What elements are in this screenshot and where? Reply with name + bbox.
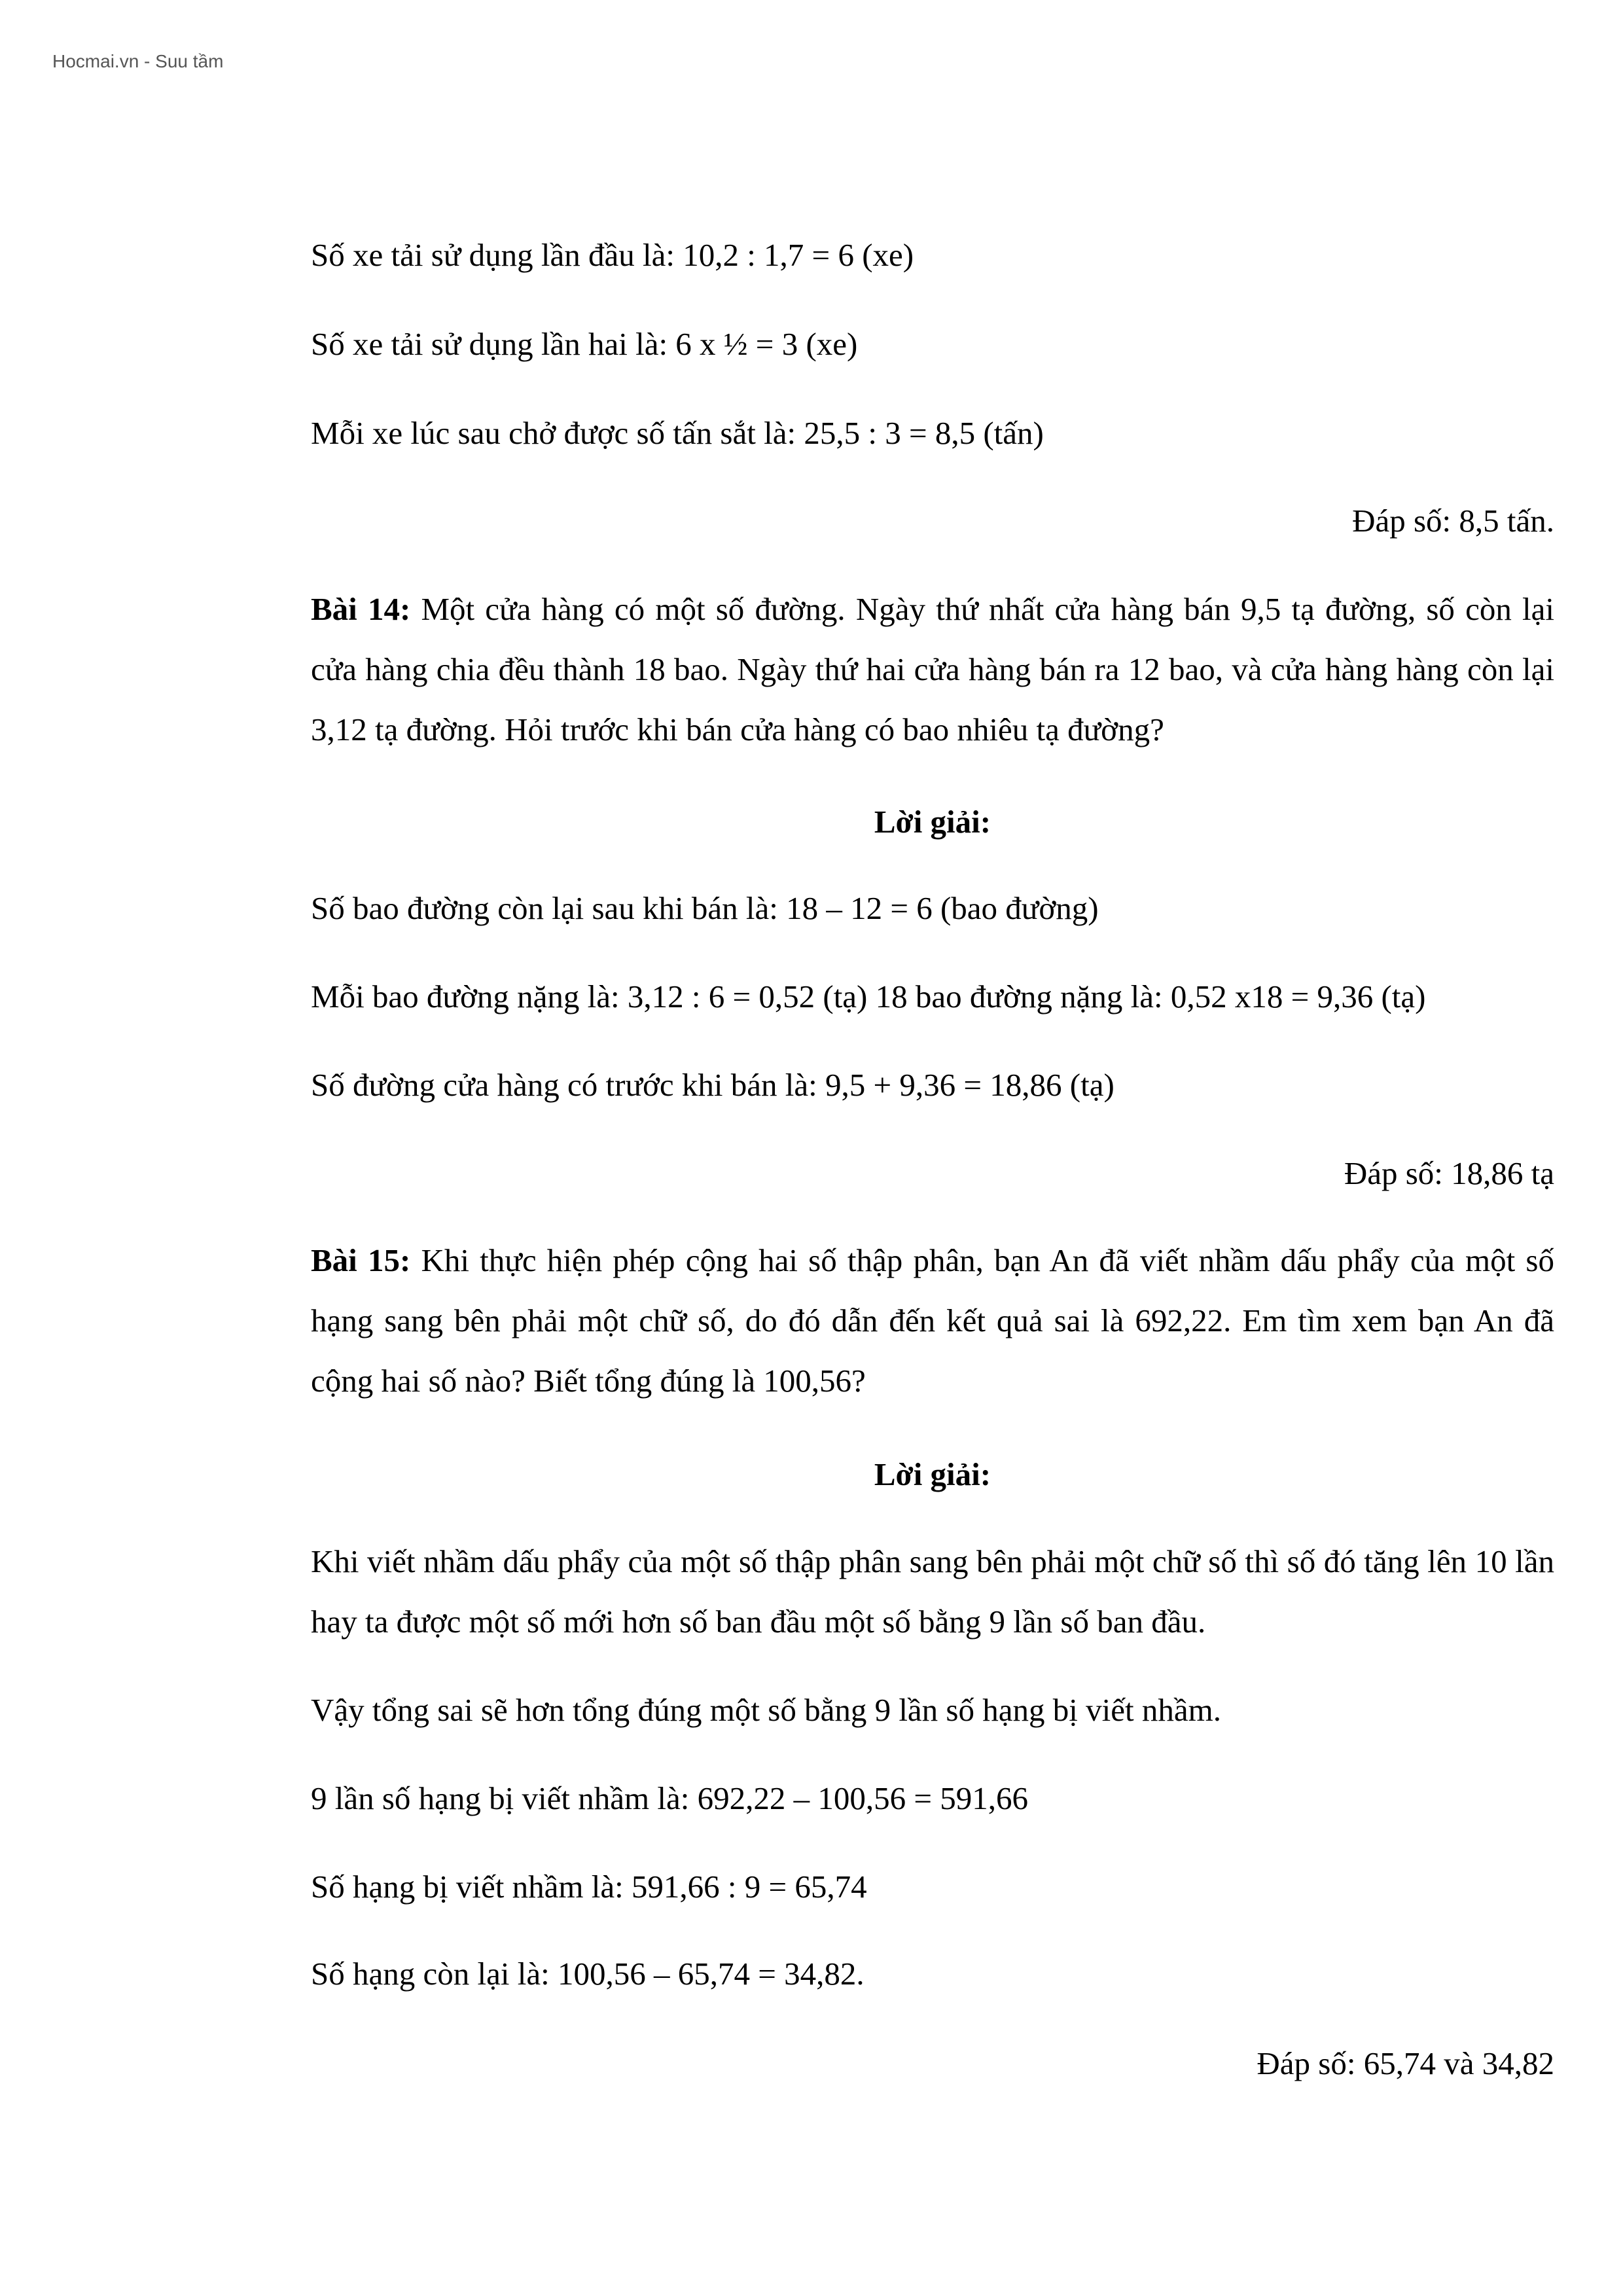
solution-line: 9 lần số hạng bị viết nhầm là: 692,22 – 100,56 = 591,66	[311, 1780, 1028, 1816]
answer-line: Đáp số: 65,74 và 34,82	[1257, 2045, 1554, 2081]
problem-14	[311, 579, 1554, 760]
solution-line: Số bao đường còn lại sau khi bán là: 18 – 12 = 6 (bao đường)	[311, 890, 1099, 926]
solution-line: Mỗi xe lúc sau chở được số tấn sắt là: 25,5 : 3 = 8,5 (tấn)	[311, 415, 1044, 451]
problem-15	[311, 1230, 1554, 1411]
solution-line: Số hạng còn lại là: 100,56 – 65,74 = 34,82.	[311, 1956, 865, 1992]
problem-text: Một cửa hàng có một số đường. Ngày thứ nhất cửa hàng bán 9,5 tạ đường, số còn lại cửa hàng chia đều thành 18 bao. Ngày thứ hai cửa hàng bán ra 12 bao, và cửa hàng hàng còn lại 3,12 tạ đường. Hỏi trước khi bán cửa hàng có bao nhiêu tạ đường?	[311, 591, 1554, 747]
problem-label: Bài 15:	[311, 1242, 411, 1278]
solution-line: Số xe tải sử dụng lần hai là: 6 x ½ = 3 (xe)	[311, 326, 858, 362]
solution-line: Mỗi bao đường nặng là: 3,12 : 6 = 0,52 (tạ) 18 bao đường nặng là: 0,52 x18 = 9,36 (tạ)	[311, 978, 1426, 1014]
answer-line: Đáp số: 18,86 tạ	[1344, 1155, 1554, 1191]
answer-line: Đáp số: 8,5 tấn.	[1352, 503, 1554, 539]
problem-label: Bài 14:	[311, 591, 411, 627]
page-header: Hocmai.vn - Suu tầm	[52, 51, 224, 71]
solution-paragraph: Khi viết nhầm dấu phẩy của một số thập phân sang bên phải một chữ số thì số đó tăng lên 10 lần hay ta được một số mới hơn số ban đầu một số bằng 9 lần số ban đầu.	[311, 1543, 1554, 1640]
solution-heading: Lời giải:	[874, 804, 991, 840]
problem-text: Khi thực hiện phép cộng hai số thập phân, bạn An đã viết nhầm dấu phẩy của một số hạng sang bên phải một chữ số, do đó dẫn đến kết quả sai là 692,22. Em tìm xem bạn An đã cộng hai số nào? Biết tổng đúng là 100,56?	[311, 1242, 1554, 1399]
solution-line: Vậy tổng sai sẽ hơn tổng đúng một số bằng 9 lần số hạng bị viết nhầm.	[311, 1692, 1221, 1728]
solution-line: Số hạng bị viết nhầm là: 591,66 : 9 = 65,74	[311, 1869, 867, 1905]
solution-line: Số xe tải sử dụng lần đầu là: 10,2 : 1,7 = 6 (xe)	[311, 237, 914, 273]
solution-heading: Lời giải:	[874, 1456, 991, 1492]
solution-line: Số đường cửa hàng có trước khi bán là: 9,5 + 9,36 = 18,86 (tạ)	[311, 1067, 1115, 1103]
